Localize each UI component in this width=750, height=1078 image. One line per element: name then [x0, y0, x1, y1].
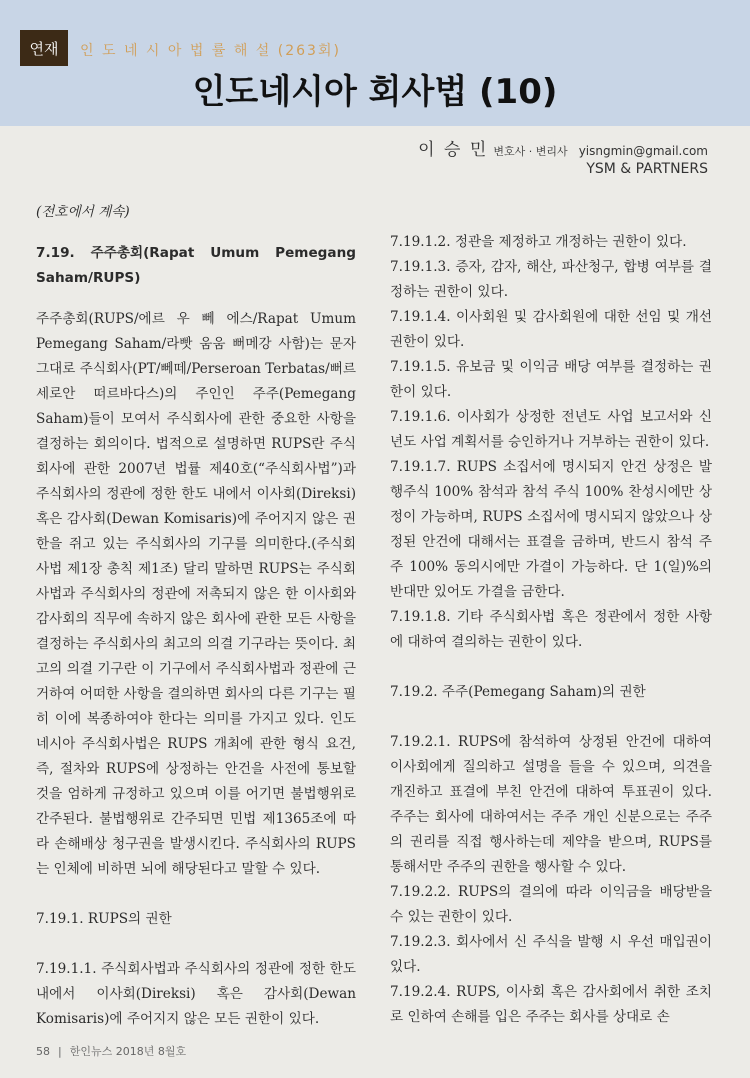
author-name: 이 승 민 [418, 140, 489, 160]
byline [418, 135, 708, 177]
list-item: 7.19.2.3. 회사에서 신 주식을 발행 시 우선 매입권이 있다. [390, 934, 712, 975]
page-footer [36, 1043, 186, 1059]
list-item: 7.19.2.2. RUPS의 결의에 따라 이익금을 배당받을 수 있는 권한이 있다. [390, 884, 712, 925]
list-item: 7.19.2.1. RUPS에 참석하여 상정된 안건에 대하여 이사회에게 질의하고 설명을 들을 수 있으며, 의견을 개진하고 표결에 부친 안건에 대하여 투표권이 있다. 주주는 회사에 대하여서는 주주 개인 신분으로는 주주의 권리를 직접 행사하는데 제약을 받으며, RUPS를 통해서만 주주의 권한을 행사할 수 있다. [390, 734, 712, 875]
header-band [0, 0, 750, 126]
right-column [390, 230, 712, 1030]
list-item: 7.19.1.8. 기타 주식회사법 혹은 정관에서 정한 사항에 대하여 결의하는 권한이 있다. [390, 609, 712, 650]
author-email: yisngmin@gmail.com [578, 144, 708, 158]
author-roles: 변호사 · 변리사 [493, 145, 568, 158]
series-name: 인 도 네 시 아 법 률 해 설 (263회) [80, 43, 341, 59]
author-firm: YSM & PARTNERS [586, 161, 708, 177]
list-item: 7.19.1.3. 증자, 감자, 해산, 파산청구, 합병 여부를 결정하는 권한이 있다. [390, 259, 712, 300]
body-paragraph: 주주총회(RUPS/에르 우 뻬 에스/Rapat Umum Pemegang Saham/라빳 움움 뻐메강 사함)는 문자 그대로 주식회사(PT/뻬떼/Perseroan Terbatas/뻐르세로안 떠르바다스)의 주인인 주주(Pemegang Saham)들이 모여서 주식회사에 관한 중요한 사항을 결정하는 회의이다. 법적으로 설명하면 RUPS란 주식회사에 관한 2007년 법률 제40호(“주식회사법”)과 주식회사의 정관에 정한 한도 내에서 이사회(Direksi) 혹은 감사회(Dewan Komisaris)에 주어지지 않은 권한을 쥐고 있는 주식회사의 기구를 의미한다.(주식회사법 제1장 총칙 제1조) 달리 말하면 RUPS는 주식회사법과 주식회사의 정관에 저촉되지 않은 한 이사회와 감사회의 직무에 속하지 않은 회사에 관한 모든 사항을 결정하는 주식회사의 최고의 의결 기구라는 뜻이다. 최고의 의결 기구란 이 기구에서 주식회사법과 정관에 근거하여 어떠한 사항을 결의하면 회사의 다른 기구는 필히 이에 복종하여야 한다는 의미를 가지고 있다. 인도네시아 주식회사법은 RUPS 개최에 관한 형식 요건, 즉, 절차와 RUPS에 상정하는 안건을 사전에 통보할 것을 엄하게 규정하고 있으며 이를 어기면 불법행위로 간주된다. 불법행위로 간주되면 민법 제1365조에 따라 손해배상 청구권을 발생시킨다. 주식회사의 RUPS는 인체에 비하면 뇌에 해당된다고 말할 수 있다. [36, 311, 356, 877]
sub-heading: 7.19.2. 주주(Pemegang Saham)의 권한 [390, 684, 646, 700]
footer-separator: | [58, 1045, 62, 1058]
sub-heading: 7.19.1. RUPS의 권한 [36, 911, 172, 927]
left-column [36, 200, 356, 1032]
series-tag: 연재 [20, 30, 68, 66]
list-item: 7.19.1.2. 정관을 제정하고 개정하는 권한이 있다. [390, 234, 687, 250]
publication-name: 한인뉴스 2018년 8월호 [69, 1045, 187, 1058]
list-item: 7.19.1.1. 주식회사법과 주식회사의 정관에 정한 한도 내에서 이사회(Direksi) 혹은 감사회(Dewan Komisaris)에 주어지지 않은 모든 권한이 있다. [36, 961, 356, 1027]
continued-note: (전호에서 계속) [36, 204, 130, 220]
page-number: 58 [36, 1045, 50, 1058]
list-item: 7.19.1.7. RUPS 소집서에 명시되지 안건 상정은 발행주식 100% 참석과 참석 주식 100% 찬성시에만 상정이 가능하며, RUPS 소집서에 명시되지 않았으나 상정된 안건에 대해서는 표결을 금하며, 반드시 참석 주주 100% 동의시에만 가결이 가능하다. 단 1(일)%의 반대만 있어도 가결을 금한다. [390, 459, 712, 600]
list-item: 7.19.1.5. 유보금 및 이익금 배당 여부를 결정하는 권한이 있다. [390, 359, 712, 400]
list-item: 7.19.2.4. RUPS, 이사회 혹은 감사회에서 취한 조치로 인하여 손해를 입은 주주는 회사를 상대로 손 [390, 984, 712, 1025]
list-item: 7.19.1.6. 이사회가 상정한 전년도 사업 보고서와 신년도 사업 계획서를 승인하거나 거부하는 권한이 있다. [390, 409, 712, 450]
list-item: 7.19.1.4. 이사회원 및 감사회원에 대한 선임 및 개선 권한이 있다. [390, 309, 712, 350]
article-title: 인도네시아 회사법 (10) [192, 72, 558, 112]
section-heading: 7.19. 주주총회(Rapat Umum Pemegang Saham/RUPS) [36, 245, 356, 286]
